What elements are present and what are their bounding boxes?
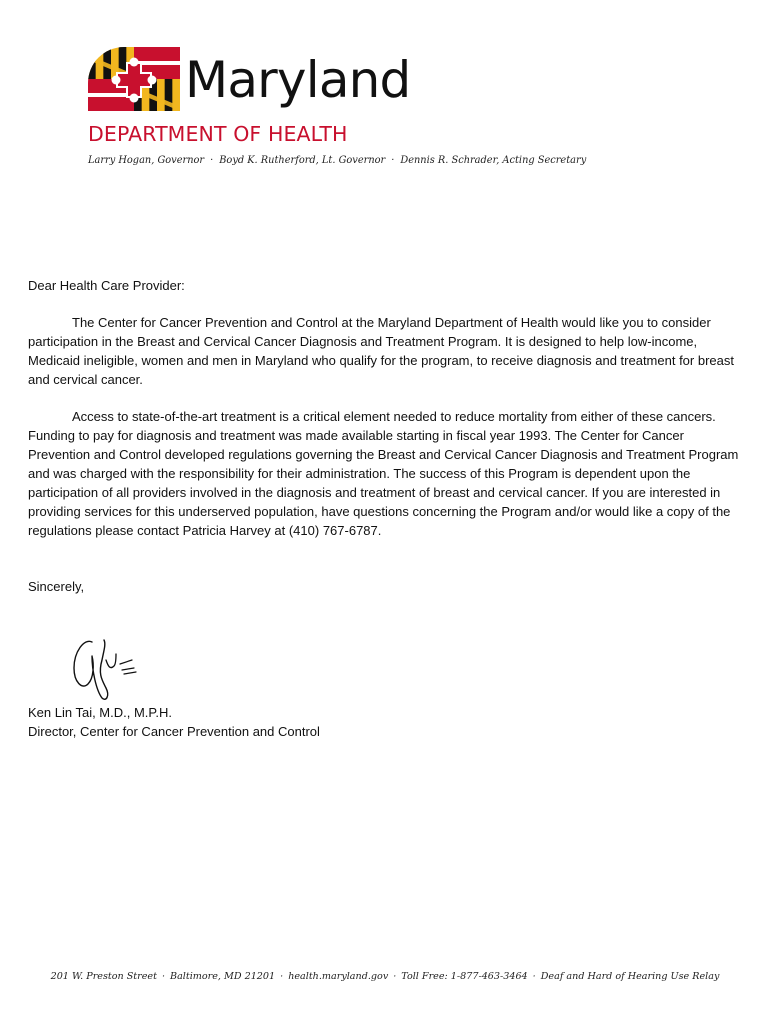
footer-website: health.maryland.gov xyxy=(288,971,389,982)
signer-title: Director, Center for Cancer Prevention and Control xyxy=(28,724,320,739)
official-governor: Larry Hogan, Governor xyxy=(88,155,205,166)
footer-relay: Deaf and Hard of Hearing Use Relay xyxy=(540,971,720,982)
signer-name: Ken Lin Tai, M.D., M.P.H. xyxy=(28,705,173,720)
handwritten-signature xyxy=(62,630,152,706)
letterhead xyxy=(88,40,648,180)
paragraph-program-intro: The Center for Cancer Prevention and Control at the Maryland Department of Health would like you to consider participation in the Breast and Cervical Cancer Diagnosis and Treatment Program. It is designed to help low-income, Medicaid ineligible, women and men in Maryland who qualify for the program, to receive diagnosis and treatment for breast and cervical cancer. xyxy=(28,315,734,387)
officials-separator: · xyxy=(210,155,214,166)
closing: Sincerely, xyxy=(28,579,85,594)
footer-address xyxy=(0,970,770,984)
footer-separator: · xyxy=(393,971,397,982)
official-secretary: Dennis R. Schrader, Acting Secretary xyxy=(400,155,587,166)
maryland-flag-logo-icon xyxy=(88,47,180,111)
footer-separator: · xyxy=(161,971,166,982)
officials-separator: · xyxy=(391,155,395,166)
department-name: DEPARTMENT OF HEALTH xyxy=(88,122,348,146)
official-lt-governor: Boyd K. Rutherford, Lt. Governor xyxy=(219,155,386,166)
signature-block xyxy=(28,703,320,741)
footer-separator: · xyxy=(280,971,284,982)
salutation: Dear Health Care Provider: xyxy=(28,278,185,293)
flag-bar xyxy=(88,47,96,79)
footer-city: Baltimore, MD 21201 xyxy=(170,971,276,982)
brand-name: Maryland xyxy=(185,51,411,109)
footer-street: 201 W. Preston Street xyxy=(50,971,157,982)
footer-separator: · xyxy=(532,971,536,982)
letter-body xyxy=(28,276,746,596)
footer-toll-free: Toll Free: 1-877-463-3464 xyxy=(401,971,528,982)
paragraph-program-details: Access to state-of-the-art treatment is a critical element needed to reduce mortality from either of these cancers. Funding to pay for diagnosis and treatment was made available starting in fiscal year 1993. The Center for Cancer Prevention and Control developed regulations governing the Breast and Cervical Cancer Diagnosis and Treatment Program and was charged with the responsibility for their administration. The success of this Program is dependent upon the participation of all providers involved in the diagnosis and treatment of breast and cervical cancer. If you are interested in providing services for this underserved population, have questions concerning the Program and/or would like a copy of the regulations please contact Patricia Harvey at (410) 767-6787. xyxy=(28,409,739,538)
officials-line xyxy=(88,154,586,168)
